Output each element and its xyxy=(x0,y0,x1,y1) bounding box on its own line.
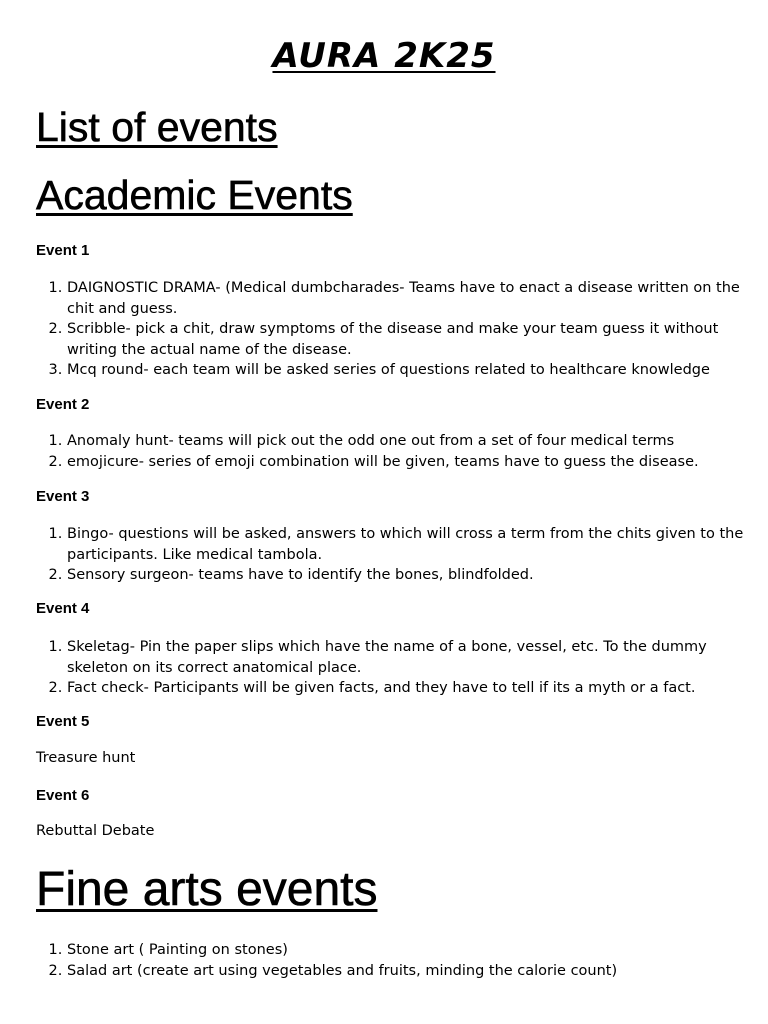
event-1-list xyxy=(36,278,767,381)
event-5-text: Treasure hunt xyxy=(36,750,136,766)
list-item: 2. Fact check- Participants will be given facts, and they have to tell if its a myth or a fact. xyxy=(67,678,767,699)
list-item: 2. Salad art (create art using vegetables and fruits, minding the calorie count) xyxy=(67,961,767,982)
event-5-label: Event 5 xyxy=(36,713,90,730)
list-item: 1. DAIGNOSTIC DRAMA- (Medical dumbcharades- Teams have to enact a disease written on the chit and guess. xyxy=(67,278,767,319)
event-3-list xyxy=(36,524,767,586)
document-title: AURA 2K25 xyxy=(272,36,496,76)
event-4-list xyxy=(36,637,767,699)
event-2-list xyxy=(36,431,767,472)
academic-events-heading: Academic Events xyxy=(36,172,353,218)
event-4-label: Event 4 xyxy=(36,600,90,617)
fine-arts-events-heading: Fine arts events xyxy=(36,863,378,916)
list-item: 3. Mcq round- each team will be asked series of questions related to healthcare knowledge xyxy=(67,360,767,381)
list-item: 1. Stone art ( Painting on stones) xyxy=(67,940,767,961)
list-item: 1. Skeletag- Pin the paper slips which have the name of a bone, vessel, etc. To the dummy skeleton on its correct anatomical place. xyxy=(67,637,767,678)
event-1-label: Event 1 xyxy=(36,242,90,259)
list-item: 1. Anomaly hunt- teams will pick out the odd one out from a set of four medical terms xyxy=(67,431,767,452)
list-item: 2. Scribble- pick a chit, draw symptoms of the disease and make your team guess it without writing the actual name of the disease. xyxy=(67,319,767,360)
event-6-label: Event 6 xyxy=(36,787,90,804)
list-item: 2. Sensory surgeon- teams have to identify the bones, blindfolded. xyxy=(67,565,767,586)
event-3-label: Event 3 xyxy=(36,488,90,505)
list-item: 2. emojicure- series of emoji combination will be given, teams have to guess the disease. xyxy=(67,452,767,473)
event-2-label: Event 2 xyxy=(36,396,90,413)
event-6-text: Rebuttal Debate xyxy=(36,823,155,839)
fine-arts-list xyxy=(36,940,767,981)
list-of-events-heading: List of events xyxy=(36,104,278,150)
list-item: 1. Bingo- questions will be asked, answers to which will cross a term from the chits given to the participants. Like medical tambola. xyxy=(67,524,767,565)
